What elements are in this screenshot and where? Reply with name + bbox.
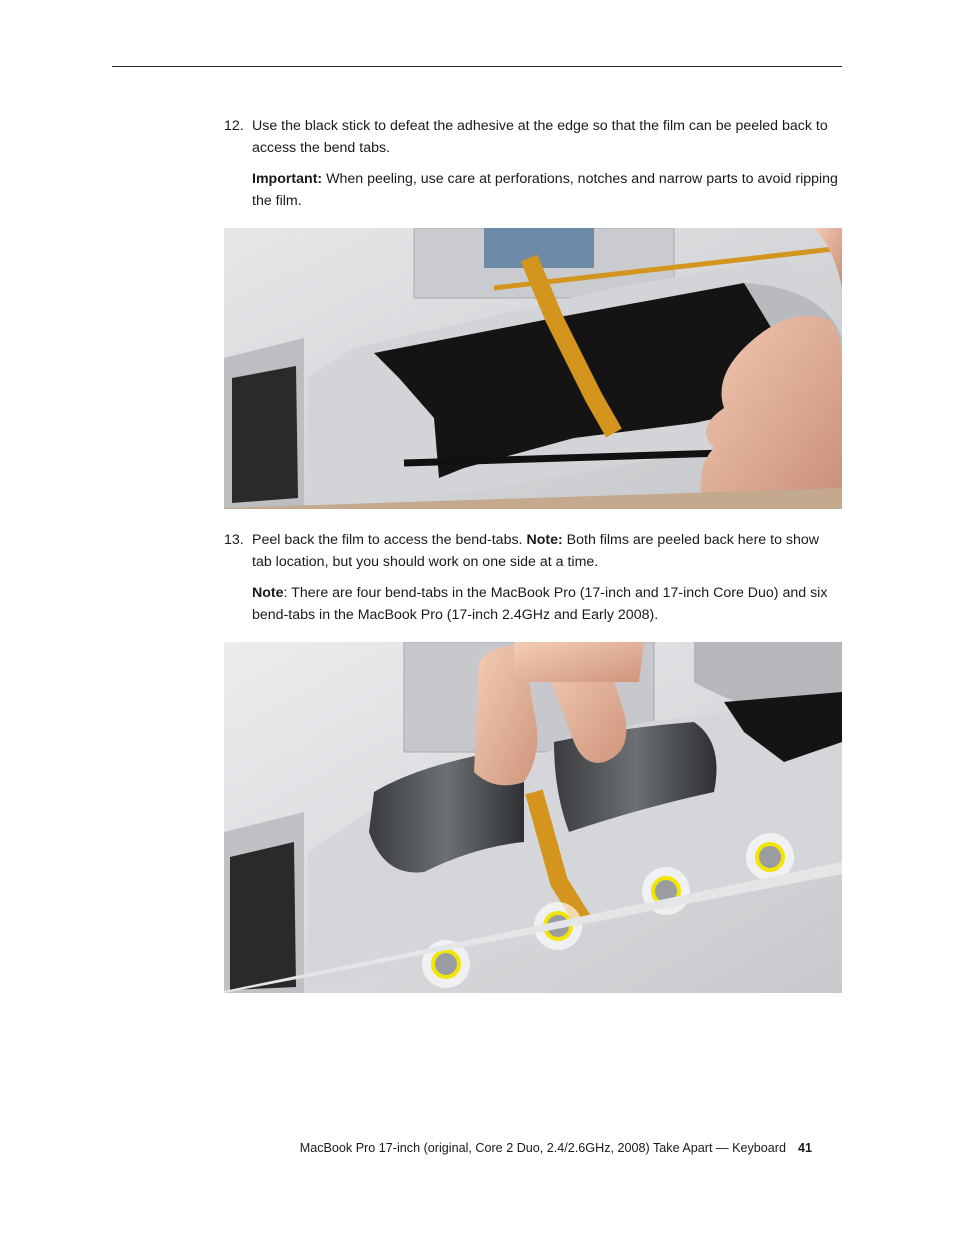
inline-note-text: Both films are peeled back here to show tab location, but you should work on one side at a time. [252,532,820,570]
footer-title: MacBook Pro 17-inch (original, Core 2 Duo, 2.4/2.6GHz, 2008) Take Apart — Keyboard [299,1141,786,1155]
important-text: When peeling, use care at perforations, notches and narrow parts to avoid ripping the film. [252,171,838,209]
important-label: Important: [252,171,323,187]
step-12-text: Use the black stick to defeat the adhesive at the edge so that the film can be peeled back to access the bend tabs. [252,118,828,156]
step-12-important-note [252,168,840,212]
photo-peeling-film-with-black-stick [224,228,842,509]
step-13-main-text: Peel back the film to access the bend-tabs. [252,532,527,548]
page-number: 41 [797,1141,812,1155]
step-12-number: 12. [224,118,244,134]
inline-note-label: Note: [526,532,563,548]
step-13-number: 13. [224,532,244,548]
step-13-note [252,582,840,626]
note-text: : There are four bend-tabs in the MacBook Pro (17-inch and 17-inch Core Duo) and six bend-tabs in the MacBook Pro (17-inch 2.4GHz and Early 2008). [252,585,828,623]
note-label: Note [252,585,284,601]
step-13 [224,529,840,626]
photo-bend-tabs-locations [224,642,842,993]
header-rule [112,66,842,67]
step-13-text [252,529,840,573]
step-12 [224,115,840,212]
page-footer [300,1141,812,1155]
